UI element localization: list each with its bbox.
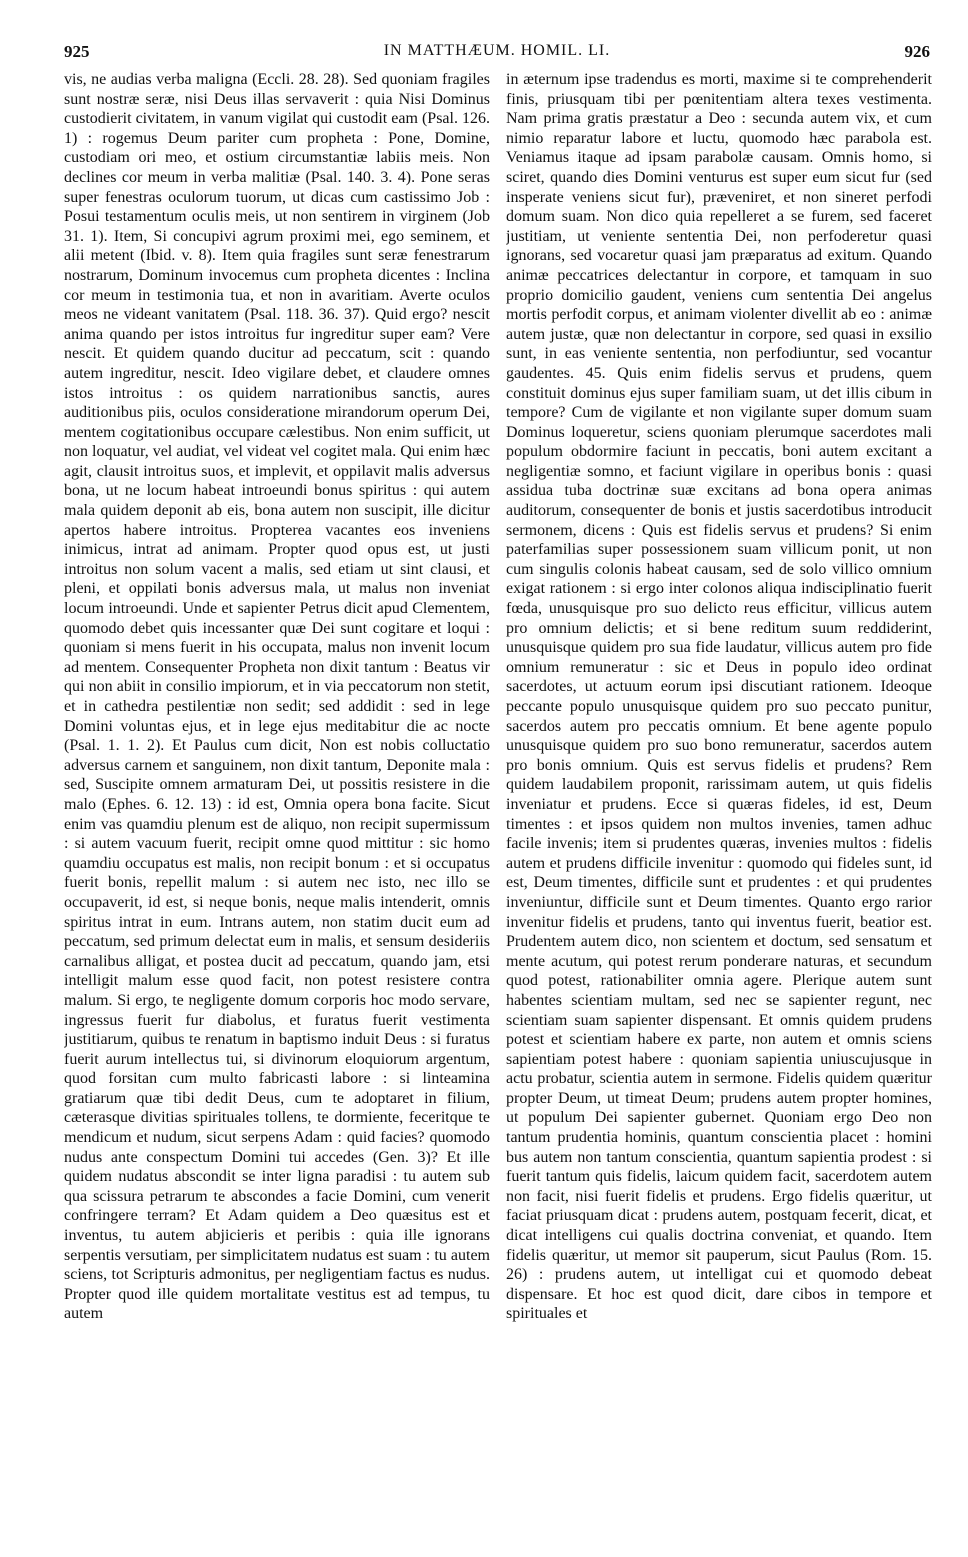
page-number-left: 925 [64,42,90,61]
running-title: IN MATTHÆUM. HOMIL. LI. [383,42,611,59]
text-column-right [506,70,932,1470]
column-right-text: in æternum ipse tradendus es morti, maxime si te comprehenderit finis, priusquam tibi per pœnitentiam altera texes vestimenta. Nam prima gratis præstatur a Deo : secunda autem vix, et cum nimio reparatur labore et luctu, quomodo hæc parabola est. Veniamus itaque ad ipsam parabolæ causam. Omnis homo, si sciret, quando dies Domini venturus est super eum sicut fur (sed insperate veniens sicut fur), præveniret, et non sineret perfodi domum suam. Non dico quia repelleret a se furem, sed faceret justitiam, ut veniente sententia Dei, non perfoderetur quasi ignorans, sed vocaretur quasi jam præparatus ad exitum. Quando animæ peccatrices delectantur in corpore, et tamquam in suo proprio domicilio gaudent, veniens cum sententia Dei angelus mortis perfodit corpus, et animam violenter divellit ab eo : animæ autem justæ, quæ non delectantur in corpore, sed quasi in exsilio sunt, in eas veniente sententia, non perfodiuntur, sed vocantur gaudentes. 45. Quis enim fidelis servus et prudens, quem constituit dominus ejus super familiam suam, ut det illis cibum in tempore? Cum de vigilante et non vigilante super domum suam Dominus loqueretur, sciens quoniam plerumque sacerdotes mali populum obdormire faciunt in peccatis, boni autem excitant a negligentiæ somno, et faciunt vigilare in operibus bonis : quasi assidua tuba doctrinæ suæ excitans ad bona opera animas auditorum, consequenter de bonis et justis sacerdotibus introducit sermonem, dicens : Quis est fidelis servus et prudens? Si enim paterfamilias super possessionem suam villicum ponit, ut non cum singulis colonis habeat causam, sed de solo villico omnium exigat rationem : si ergo inter colonos aliqua indisciplinatio fuerit fœda, unusquisque pro suo delicto reus efficitur, villicus autem pro omnium delictis; et si bene reditum suum reddiderint, unusquisque quidem pro sua fide laudatur, villicus autem pro fide omnium remuneratur : sic et Deus in populo ideo ordinat sacerdotes, ut actuum eorum ipsi discutiant rationem. Ideoque peccante populo unusquisque quidem pro suo peccato punitur, sacerdos autem pro peccatis omnium. Et bene agente populo unusquisque quidem pro suo bono remuneratur, sacerdos autem pro bonis omnium. Quis est servus fidelis et prudens? Rem quidem laudabilem proponit, rarissimam autem, ut quis fidelis inveniatur et prudens. Ecce si quæras fideles, id est, Deum timentes : et ipsos quidem non multos invenies, tamen adhuc facile invenis; item si prudentes quæras, invenies multos : fidelis autem et prudens difficile invenitur : quomodo qui fideles sunt, id est, Deum timentes, difficile sunt et prudentes : et qui prudentes inveniuntur, difficile sunt et Deum timentes. Quanto ergo rarior invenitur fidelis et prudens, tanto qui inventus fuerit, beatior est. Prudentem autem dico, non scientem et doctum, sed sensatum et mente acutum, qui potest rerum ponderare naturas, et secundum quod potest, rationabiliter omnia agere. Plerique autem sunt habentes scientiam multam, sed nec se sapienter regunt, nec scientiam suam sapienter dispensant. Et omnis quidem prudens potest et scientiam habere ex parte, non autem et omnis sciens sapientiam potest habere : quoniam sapientia uniuscujusque in actu probatur, scientia autem in sermone. Fidelis quidem quæritur propter Deum, ut timeat Deum; prudens autem propter homines, ut populum Dei sapienter gubernet. Quoniam ergo Deo non tantum prudentia hominis, quantum conscientia placet : homini bus autem non tantum conscientia, quantum sapientia prodest : si fuerit tantum quis fidelis, laicum quidem facit, sacerdotem autem non facit, nisi fuerit fidelis et prudens. Ergo fidelis quæritur, ut faciat priusquam dicat : prudens autem, postquam fecerit, dicat, et dicat intelligens cui qualis doctrina conveniat, et quando. Item fidelis quæritur, ut memor sit pauperum, sicut Paulus (Rom. 15. 26) : prudens autem, ut intelligat cui et quomodo debeat dispensare. Et hoc est quod dicit, dare cibos in tempore et spirituales et [506,71,932,1323]
column-left-text: vis, ne audias verba maligna (Eccli. 28. 28). Sed quoniam fragiles sunt nostræ seræ, nisi Deus illas servaverit : quia Nisi Dominus custodierit civitatem, in vanum vigilat qui custodit eam (Psal. 126. 1) : rogemus Deum pariter cum propheta : Pone, Domine, custodiam ori meo, et ostium circumstantiæ labiis meis. Non declines cor meum in verba malitiæ (Psal. 140. 3. 4). Pone seras super fenestras oculorum tuorum, ut dicas cum castissimo Job : Posui testamentum oculis meis, ut non sentirem in virginem (Job 31. 1). Item, Si concupivi agrum proximi mei, ego seminem, et alii metent (Ibid. v. 8). Item quia fragiles sunt seræ fenestrarum nostrarum, Dominum invocemus cum propheta dicentes : Inclina cor meum in testimonia tua, et non in avaritiam. Averte oculos meos ne videant vanitatem (Psal. 118. 36. 37). Quid ergo? nescit anima quando per istos introitus fur ingreditur super eam? Vere nescit. Et quidem quando ducitur ad peccatum, scit : quando autem ingreditur, nescit. Ideo vigilare debet, et claudere omnes istos introitus : os quidem narrationibus sanctis, aures auditionibus piis, oculos consideratione mirandorum operum Dei, mentem cogitationibus occupare cælestibus. Non enim sufficit, ut non loquatur, vel audiat, vel videat vel cogitet mala. Qui enim hæc agit, clausit introitus suos, et implevit, et oppilavit malis adversus bona, ut ne locum habeat introeundi bonus spiritus : qui autem mala quidem deponit ab eis, bona autem non suscipit, ille dicitur apertos habere introitus. Propterea vacantes eos inveniens inimicus, intrat ad animam. Propter quod opus est, ut justi introitus non solum vacent a malis, sed etiam ut sint clausi, et pleni, et oppilati bonis adversus mala, ut malus non inveniat locum introeundi. Unde et sapienter Petrus dicit apud Clementem, quomodo debet quis incessanter quæ Dei sunt cogitare et loqui : quoniam si mens fuerit in his occupata, malus non invenit locum ad mentem. Consequenter Propheta non dixit tantum : Beatus vir qui non abiit in consilio impiorum, et in via peccatorum non stetit, et in cathedra pestilentiæ non sedit; sed addidit : sed in lege Domini voluntas ejus, et in lege ejus meditabitur die ac nocte (Psal. 1. 1. 2). Et Paulus cum dicit, Non est nobis colluctatio adversus carnem et sanguinem, non dixit tantum, Deponite mala : sed, Suscipite omnem armaturam Dei, ut possitis resistere in die malo (Ephes. 6. 12. 13) : id est, Omnia opera bona facite. Sicut enim vas quamdiu plenum est de aliquo, non recipit supermissum : si autem vacuum fuerit, recipit omne quod mittitur : sic homo quamdiu occupatus est malis, non recipit bonum : et si occupatus fuerit bonis, repellit malum : si autem nec isto, nec illo se occupaverit, id est, si neque bonis, neque malis intenderit, omnis spiritus intrat in eum. Intrans autem, non statim ducit eum ad peccatum, sed primum delectat eum in malis, et sensum desideriis carnalibus alligat, et postea ducit ad peccatum, quando jam, etsi intelligit malum esse quod facit, non potest resistere contra malum. Si ergo, te negligente domum corporis hoc modo servare, ingressus fuerit fur diabolus, et furatus fuerit vestimenta justitiarum, quibus te renatum in baptismo induit Deus : si furatus fuerit aurum intellectus tui, si divinorum eloquiorum argentum, quod forsitan cum multo fabricasti labore : si linteamina gratiarum quæ tibi dedit Deus, cum te adoptaret in filium, cæterasque divitias spirituales tollens, te dormiente, feceritque te mendicum et nudum, sicut serpens Adam : quid facies? quomodo nudus ante conspectum Domini tui accedes (Gen. 3)? Et ille quidem nudatus abscondit se inter ligna paradisi : tu autem sub qua scissura petrarum te abscondes a facie Domini, cum venerit confringere terram? Et Adam quidem a Deo quæsitus est et inventus, tu autem abjicieris et peribis : quia ille ignorans serpentis versutiam, per simplicitatem nudatus est suam : tu autem sciens, tot Scripturis admonitus, per negligentiam factus es nudus. Propter quod ille quidem mortalitate vestitus est ad tempus, tu autem [64,71,490,1323]
page-number-right: 926 [904,42,930,61]
page-header [64,42,930,68]
text-column-left [64,70,490,1470]
